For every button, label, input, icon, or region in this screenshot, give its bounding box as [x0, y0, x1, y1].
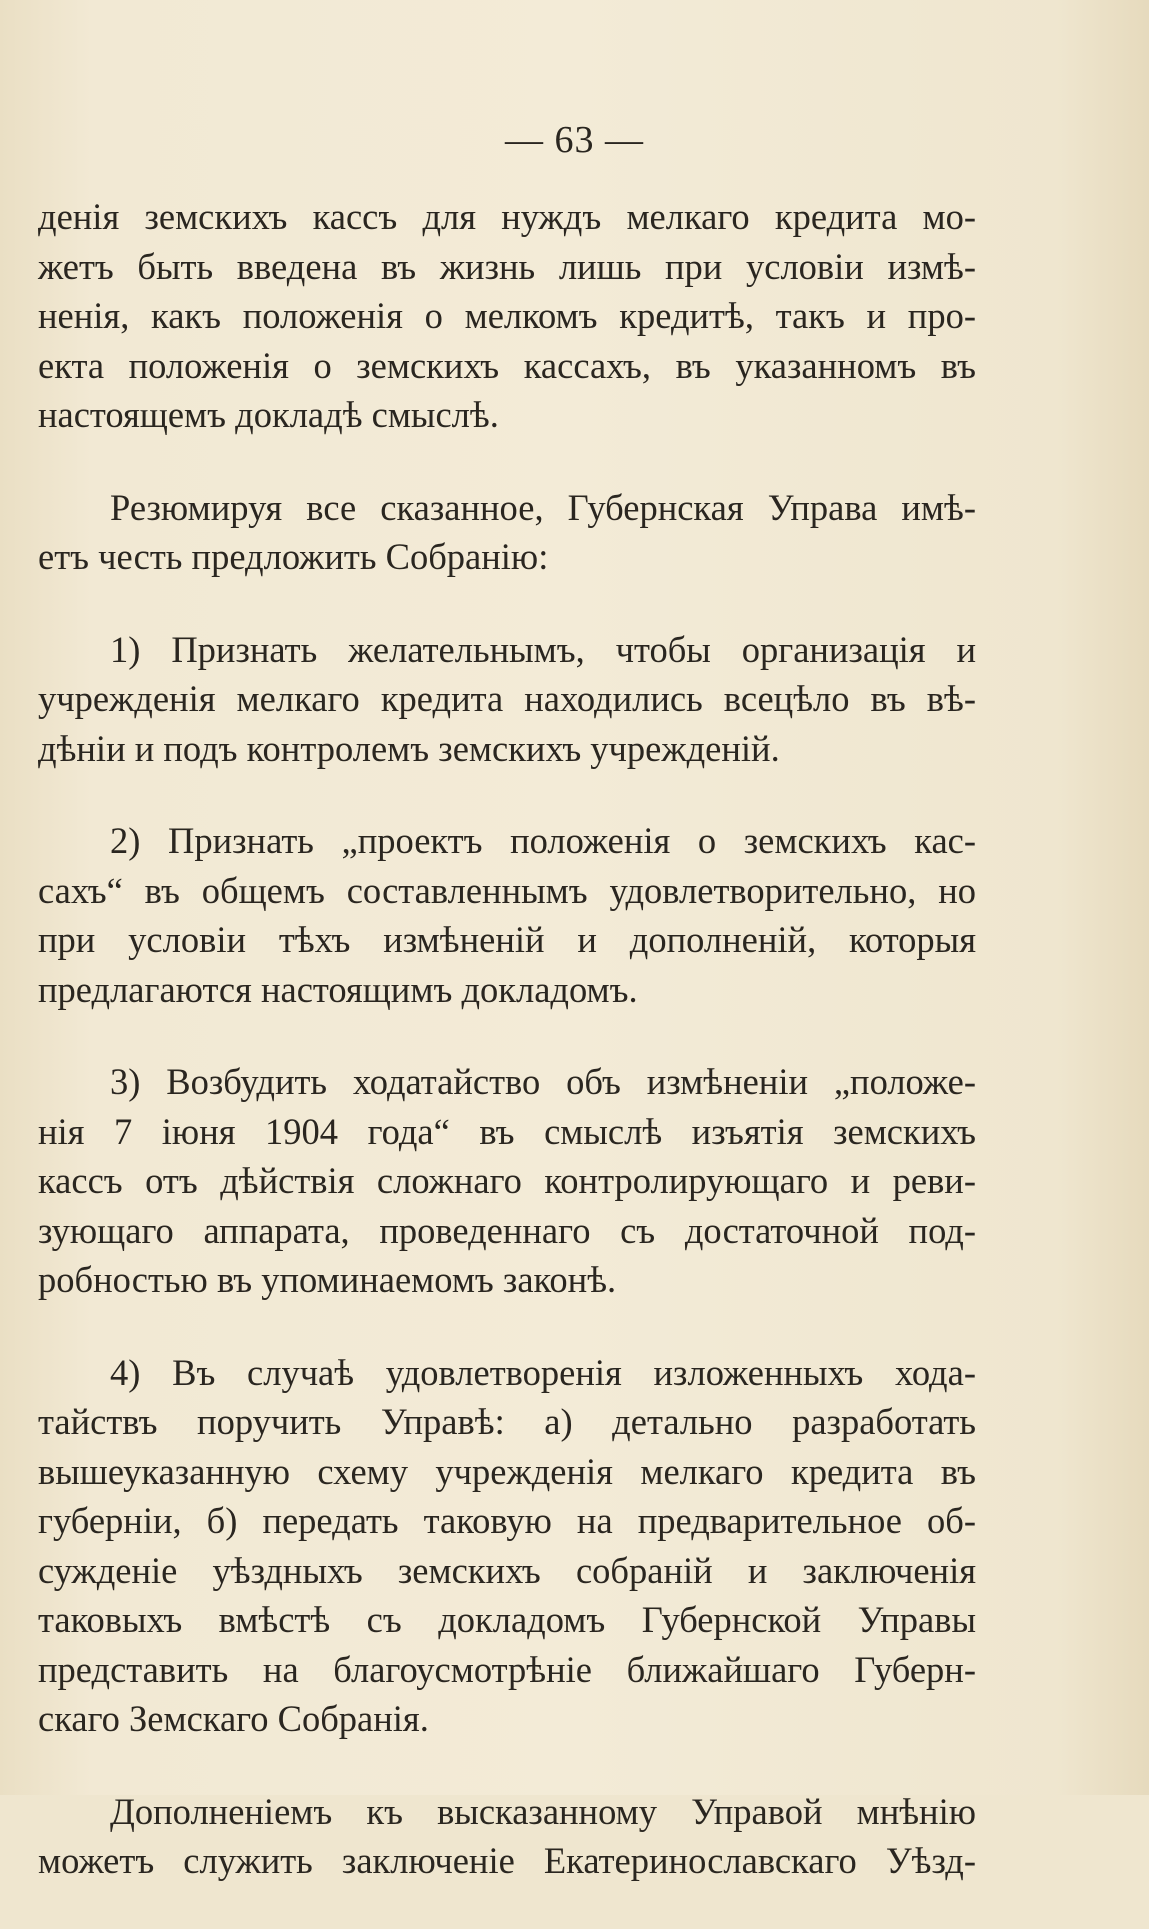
- text-line: учрежденія мелкаго кредита находились всецѣло въ вѣ-: [38, 678, 976, 719]
- text-line: зующаго аппарата, проведеннаго съ достаточной под-: [38, 1209, 976, 1251]
- text-line: вышеуказанную схему учрежденія мелкаго кредита въ: [38, 1450, 976, 1492]
- text-line: 3) Возбудить ходатайство объ измѣненіи „положе-: [110, 1061, 976, 1102]
- text-line: таковыхъ вмѣстѣ съ докладомъ Губернской Управы: [38, 1599, 976, 1640]
- text-line: представить на благоусмотрѣніе ближайшаго Губерн-: [38, 1648, 976, 1690]
- text-line: етъ честь предложить Собранію:: [38, 536, 549, 577]
- text-line: Резюмируя все сказанное, Губернская Управа имѣ-: [110, 486, 976, 528]
- paragraph: [38, 483, 976, 582]
- paragraph: [38, 1348, 976, 1744]
- text-line: кассъ отъ дѣйствія сложнаго контролирующаго и реви-: [38, 1160, 976, 1201]
- text-line: губерніи, б) передать таковую на предварительное об-: [38, 1500, 976, 1541]
- paragraph: [38, 816, 976, 1014]
- paragraph: [38, 1057, 976, 1305]
- text-line: предлагаются настоящимъ докладомъ.: [38, 968, 638, 1010]
- paragraph: [38, 1787, 976, 1886]
- body-text: [38, 192, 976, 1929]
- text-line: при условіи тѣхъ измѣненій и дополненій, которыя: [38, 919, 976, 960]
- text-line: екта положенія о земскихъ кассахъ, въ указанномъ въ: [38, 344, 976, 386]
- text-line: денія земскихъ кассъ для нуждъ мелкаго кредита мо-: [38, 196, 976, 237]
- text-line: тайствъ поручить Управѣ: а) детально разработать: [38, 1401, 976, 1442]
- paragraph: [38, 192, 976, 440]
- text-line: настоящемъ докладѣ смыслѣ.: [38, 394, 499, 435]
- text-line: 1) Признать желательнымъ, чтобы организація и: [110, 628, 976, 670]
- text-line: 2) Признать „проектъ положенія о земскихъ кас-: [110, 820, 976, 861]
- text-line: 4) Въ случаѣ удовлетворенія изложенныхъ хода-: [110, 1351, 976, 1393]
- text-line: жетъ быть введена въ жизнь лишь при условіи измѣ-: [38, 245, 976, 287]
- page-number: — 63 —: [505, 119, 644, 161]
- text-line: нія 7 іюня 1904 года“ въ смыслѣ изъятія земскихъ: [38, 1110, 976, 1152]
- text-line: дѣніи и подъ контролемъ земскихъ учрежденій.: [38, 727, 780, 769]
- text-line: сахъ“ въ общемъ составленнымъ удовлетворительно, но: [38, 869, 976, 911]
- text-line: ненія, какъ положенія о мелкомъ кредитѣ, такъ и про-: [38, 295, 976, 336]
- text-line: скаго Земскаго Собранія.: [38, 1698, 429, 1739]
- paragraph: [38, 625, 976, 774]
- text-line: сужденіе уѣздныхъ земскихъ собраній и заключенія: [38, 1549, 976, 1591]
- text-line: робностью въ упоминаемомъ законѣ.: [38, 1259, 617, 1300]
- text-line: можетъ служить заключеніе Екатеринославскаго Уѣзд-: [38, 1840, 976, 1881]
- text-line: Дополненіемъ къ высказанному Управой мнѣнію: [110, 1790, 976, 1832]
